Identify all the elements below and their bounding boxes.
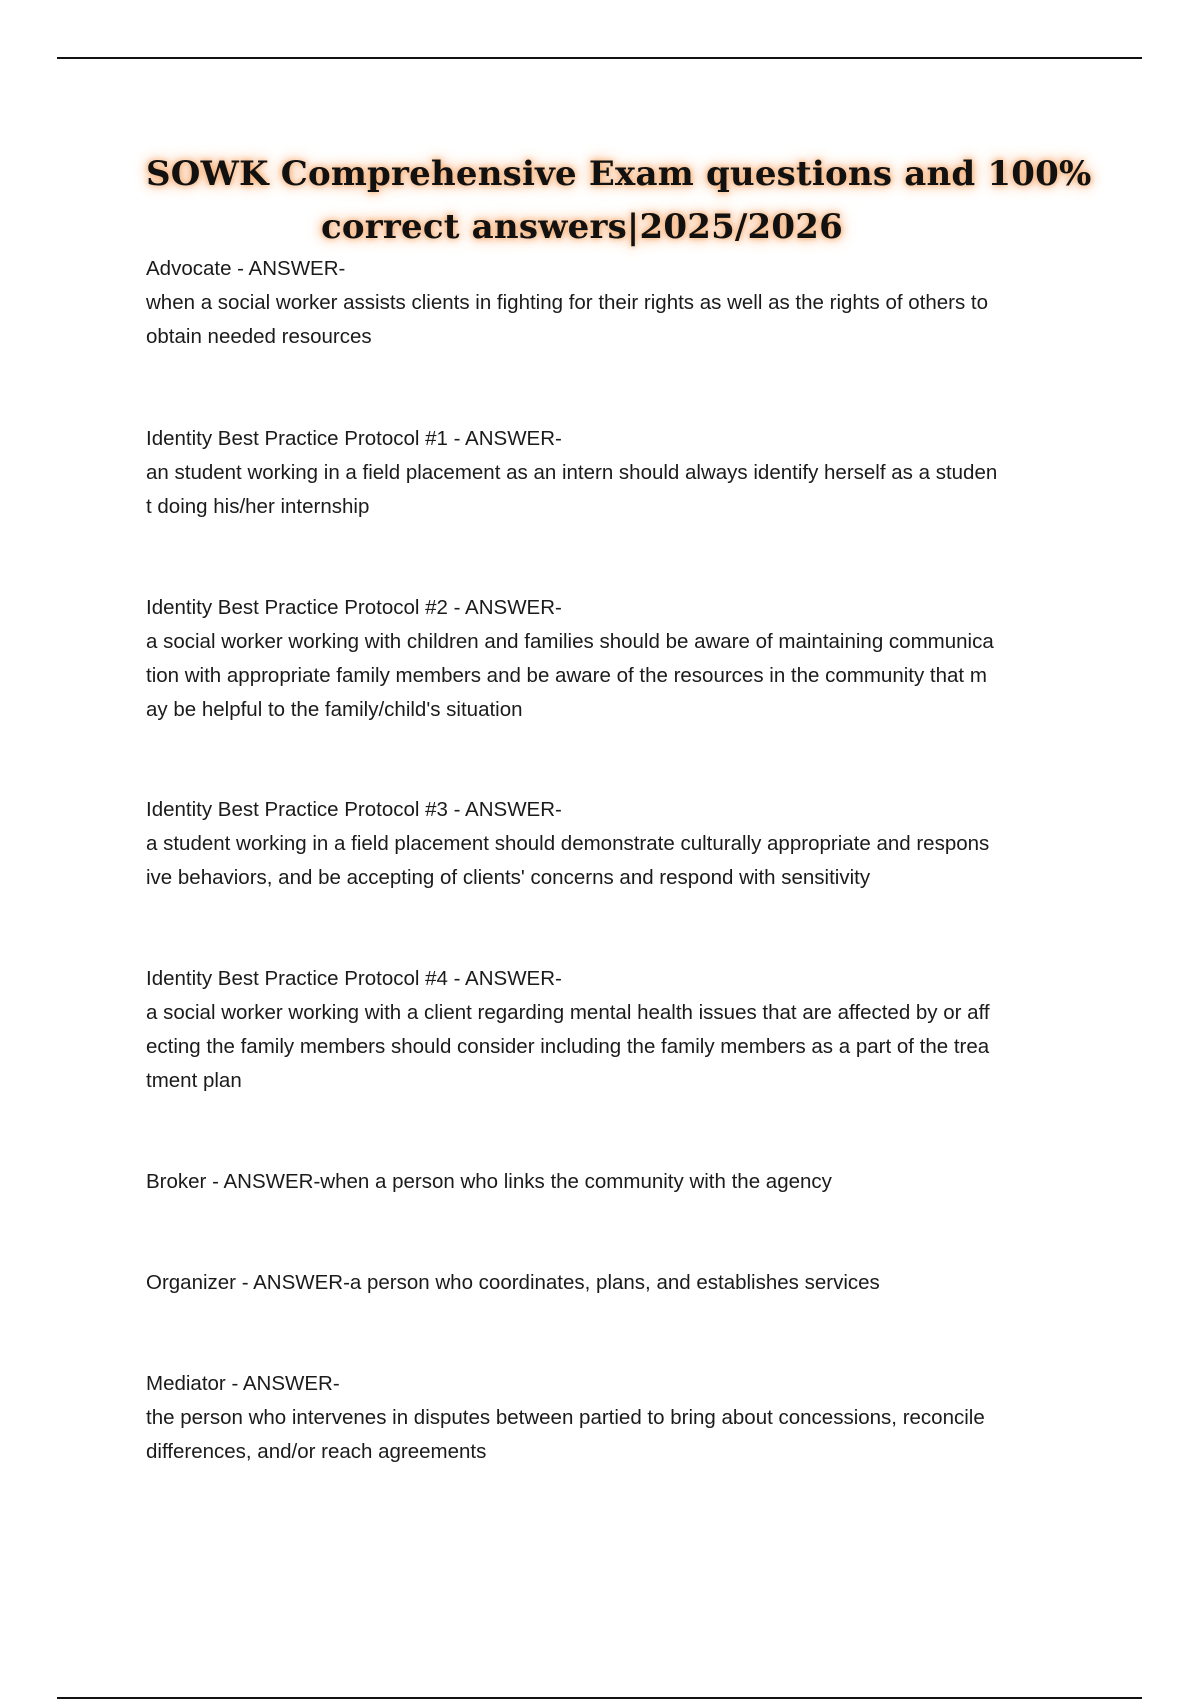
qa-term: Identity Best Practice Protocol #2 - ANSWER-: [146, 596, 562, 619]
qa-term: Mediator - ANSWER-: [146, 1372, 340, 1395]
qa-term: Identity Best Practice Protocol #1 - ANSWER-: [146, 427, 562, 450]
qa-term: Advocate - ANSWER-: [146, 257, 346, 280]
qa-answer-line: obtain needed resources: [146, 325, 372, 348]
qa-entry-protocol-4: [146, 962, 1066, 1098]
qa-answer-line: a social worker working with children and families should be aware of maintaining communica: [146, 630, 994, 653]
title-line: correct answers|2025/2026: [321, 207, 843, 247]
qa-entry-protocol-2: [146, 591, 1066, 727]
qa-answer-line: ive behaviors, and be accepting of clients' concerns and respond with sensitivity: [146, 866, 871, 889]
qa-entry-protocol-3: [146, 793, 1066, 895]
bottom-rule: [57, 1697, 1142, 1699]
qa-answer-line: a social worker working with a client regarding mental health issues that are affected by or aff: [146, 1001, 990, 1024]
qa-term: Identity Best Practice Protocol #4 - ANSWER-: [146, 967, 562, 990]
qa-term: Broker - ANSWER-when a person who links the community with the agency: [146, 1170, 832, 1193]
qa-entry-mediator: [146, 1367, 1066, 1469]
qa-entry-advocate: [146, 252, 1066, 354]
qa-term: Identity Best Practice Protocol #3 - ANSWER-: [146, 798, 562, 821]
qa-answer-line: the person who intervenes in disputes between partied to bring about concessions, reconcile: [146, 1406, 985, 1429]
qa-answer-line: tion with appropriate family members and be aware of the resources in the community that m: [146, 664, 987, 687]
title-line: SOWK Comprehensive Exam questions and 100%: [146, 154, 1092, 194]
qa-answer-line: ecting the family members should consider including the family members as a part of the trea: [146, 1035, 990, 1058]
qa-entry-protocol-1: [146, 422, 1066, 524]
qa-answer-line: tment plan: [146, 1069, 242, 1092]
qa-answer-line: when a social worker assists clients in fighting for their rights as well as the rights of others to: [146, 291, 989, 314]
qa-entry-broker: [146, 1165, 1066, 1199]
qa-answer-line: ay be helpful to the family/child's situation: [146, 698, 523, 721]
qa-term: Organizer - ANSWER-a person who coordinates, plans, and establishes services: [146, 1271, 880, 1294]
top-rule: [57, 57, 1142, 59]
qa-answer-line: an student working in a field placement as an intern should always identify herself as a studen: [146, 461, 998, 484]
qa-entry-organizer: [146, 1266, 1066, 1300]
qa-answer-line: differences, and/or reach agreements: [146, 1440, 487, 1463]
qa-answer-line: a student working in a field placement should demonstrate culturally appropriate and respons: [146, 832, 990, 855]
document-title: [146, 148, 1092, 254]
qa-answer-line: t doing his/her internship: [146, 495, 370, 518]
